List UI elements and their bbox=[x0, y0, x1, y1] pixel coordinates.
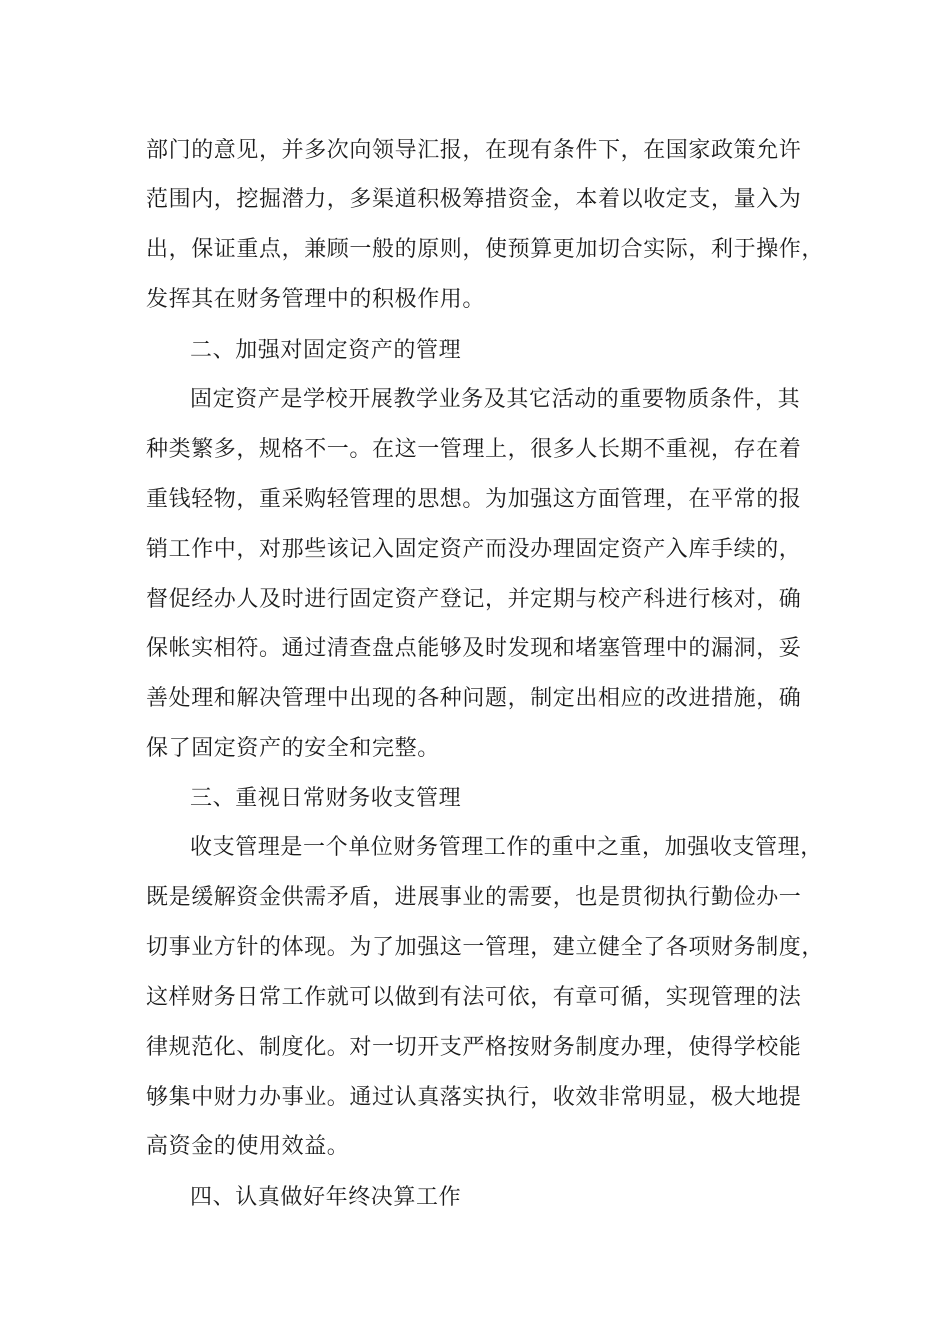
paragraph-line: 发挥其在财务管理中的积极作用。 bbox=[146, 287, 486, 312]
paragraph-line: 善处理和解决管理中出现的各种问题，制定出相应的改进措施，确 bbox=[146, 686, 802, 711]
paragraph-line: 够集中财力办事业。通过认真落实执行，收效非常明显，极大地提 bbox=[146, 1085, 802, 1110]
paragraph-line: 出，保证重点，兼顾一般的原则，使预算更加切合实际，利于操作， bbox=[146, 237, 825, 262]
paragraph-line: 收支管理是一个单位财务管理工作的重中之重，加强收支管理， bbox=[190, 835, 823, 860]
paragraph-line: 保帐实相符。通过清查盘点能够及时发现和堵塞管理中的漏洞，妥 bbox=[146, 636, 802, 661]
paragraph-line: 重钱轻物，重采购轻管理的思想。为加强这方面管理，在平常的报 bbox=[146, 487, 802, 512]
paragraph-line: 切事业方针的体现。为了加强这一管理，建立健全了各项财务制度， bbox=[146, 935, 825, 960]
paragraph-line: 既是缓解资金供需矛盾，进展事业的需要，也是贯彻执行勤俭办一 bbox=[146, 885, 802, 910]
paragraph-line: 督促经办人及时进行固定资产登记，并定期与校产科进行核对，确 bbox=[146, 587, 802, 612]
paragraph-line: 高资金的使用效益。 bbox=[146, 1134, 350, 1159]
paragraph-line: 律规范化、制度化。对一切开支严格按财务制度办理，使得学校能 bbox=[146, 1035, 802, 1060]
paragraph-line: 销工作中，对那些该记入固定资产而没办理固定资产入库手续的， bbox=[146, 537, 802, 562]
paragraph-line: 这样财务日常工作就可以做到有法可依，有章可循，实现管理的法 bbox=[146, 985, 802, 1010]
section-heading: 四、认真做好年终决算工作 bbox=[190, 1185, 462, 1210]
section-heading: 三、重视日常财务收支管理 bbox=[190, 786, 462, 811]
paragraph-line: 部门的意见，并多次向领导汇报，在现有条件下，在国家政策允许 bbox=[146, 138, 802, 163]
paragraph-line: 固定资产是学校开展教学业务及其它活动的重要物质条件，其 bbox=[190, 387, 801, 412]
paragraph-line: 种类繁多，规格不一。在这一管理上，很多人长期不重视，存在着 bbox=[146, 437, 802, 462]
paragraph-line: 保了固定资产的安全和完整。 bbox=[146, 736, 440, 761]
section-heading: 二、加强对固定资产的管理 bbox=[190, 338, 462, 363]
paragraph-line: 范围内，挖掘潜力，多渠道积极筹措资金，本着以收定支，量入为 bbox=[146, 187, 802, 212]
